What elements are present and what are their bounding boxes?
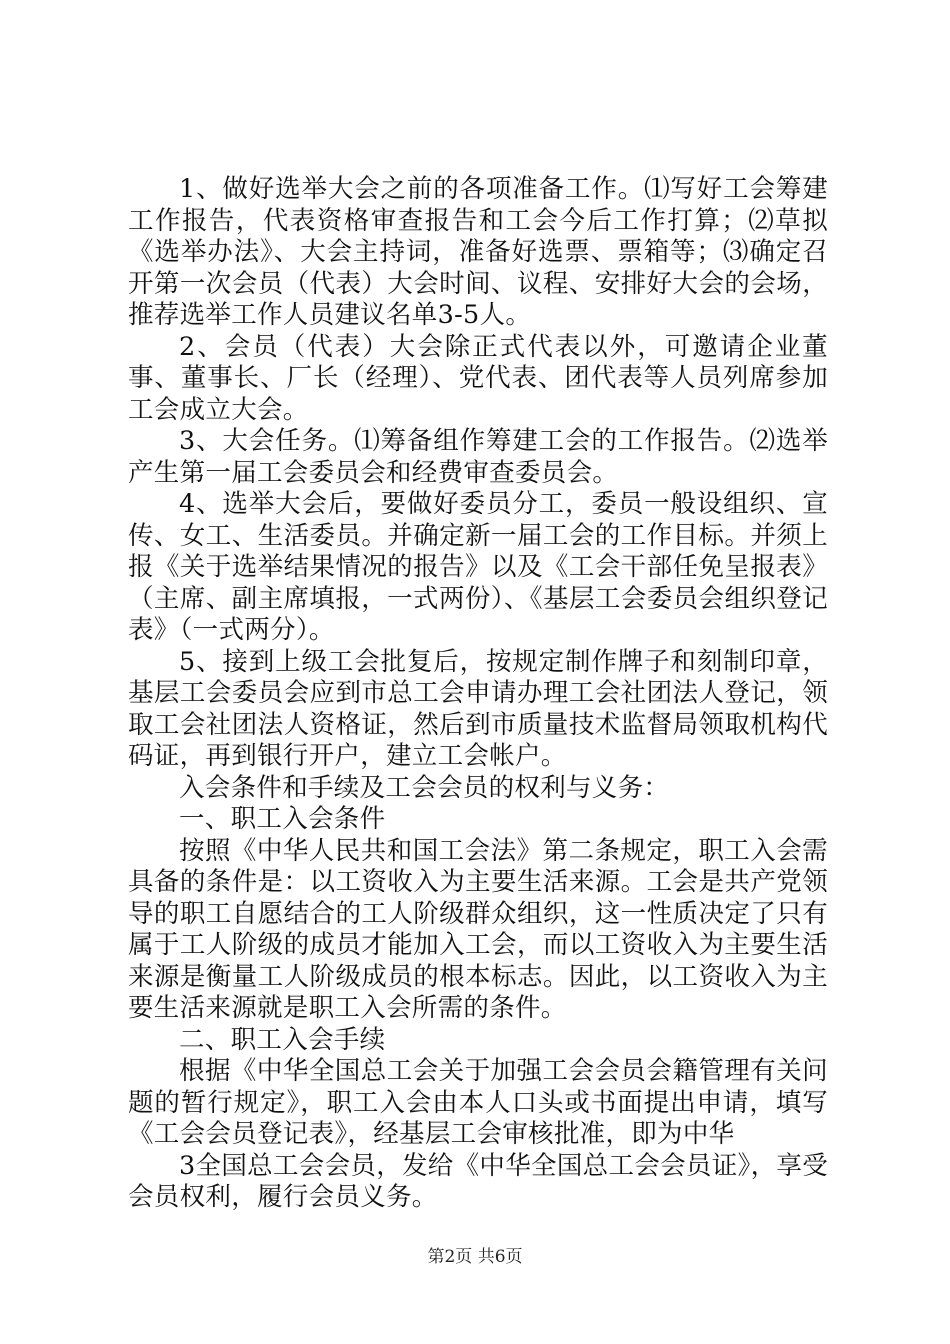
paragraph-1: 1、做好选举大会之前的各项准备工作。⑴写好工会筹建工作报告，代表资格审查报告和工会今后工作打算；⑵草拟《选举办法》、大会主持词，准备好选票、票箱等；⑶确定召开第一次会员（代表）大会时间、议程、安排好大会的会场，推荐选举工作人员建议名单3-5人。 (128, 174, 828, 330)
paragraph-5: 5、接到上级工会批复后，按规定制作牌子和刻制印章，基层工会委员会应到市总工会申请办理工会社团法人登记，领取工会社团法人资格证，然后到市质量技术监督局领取机构代码证，再到银行开户，建立工会帐户。 (128, 646, 828, 771)
paragraph-8: 3全国总工会会员，发给《中华全国总工会会员证》，享受会员权利，履行会员义务。 (128, 1150, 828, 1212)
section-heading-2: 二、职工入会手续 (179, 1024, 386, 1055)
paragraph-3: 3、大会任务。⑴筹备组作筹建工会的工作报告。⑵选举产生第一届工会委员会和经费审查委员会。 (128, 426, 828, 488)
paragraph-4: 4、选举大会后，要做好委员分工，委员一般设组织、宣传、女工、生活委员。并确定新一届工会的工作目标。并须上报《关于选举结果情况的报告》以及《工会干部任免呈报表》（主席、副主席填报，一式两份）、《基层工会委员会组织登记表》（一式两分）。 (128, 489, 828, 645)
section-intro: 入会条件和手续及工会会员的权利与义务： (179, 772, 670, 803)
document-body (128, 174, 828, 1214)
section-heading-1: 一、职工入会条件 (179, 804, 386, 834)
paragraph-6: 按照《中华人民共和国工会法》第二条规定，职工入会需具备的条件是：以工资收入为主要生活来源。工会是共产党领导的职工自愿结合的工人阶级群众组织，这一性质决定了只有属于工人阶级的成员才能加入工会，而以工资收入为主要生活来源是衡量工人阶级成员的根本标志。因此，以工资收入为主要生活来源就是职工入会所需的条件。 (128, 835, 828, 1023)
paragraph-7: 根据《中华全国总工会关于加强工会会员会籍管理有关问题的暂行规定》，职工入会由本人口头或书面提出申请，填写《工会会员登记表》，经基层工会审核批准，即为中华 (128, 1056, 828, 1149)
page-footer: 第2页 共6页 (427, 1247, 523, 1267)
paragraph-2: 2、会员（代表）大会除正式代表以外，可邀请企业董事、董事长、厂长（经理）、党代表、团代表等人员列席参加工会成立大会。 (128, 331, 828, 425)
